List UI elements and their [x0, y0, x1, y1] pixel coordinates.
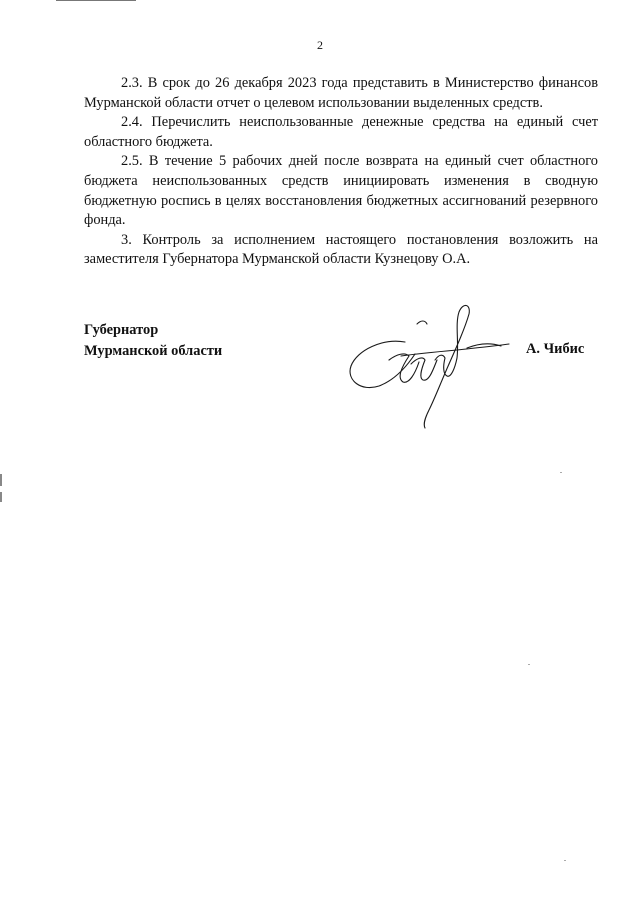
scan-speck — [528, 664, 530, 665]
signatory-title-block — [84, 320, 222, 362]
scan-artifact-line — [56, 0, 136, 1]
scan-edge-mark — [0, 492, 2, 502]
signatory-title-line2: Мурманской области — [84, 343, 223, 359]
scan-edge-mark — [0, 474, 2, 486]
document-body — [84, 74, 598, 270]
paragraph-2-3: 2.3. В срок до 26 декабря 2023 года представить в Министерство финансов Мурманской области отчет о целевом использовании выделенных средств. — [84, 75, 598, 111]
scan-speck — [564, 860, 566, 861]
signatory-name: А. Чибис — [526, 341, 585, 357]
paragraph-3: 3. Контроль за исполнением настоящего постановления возложить на заместителя Губернатора Мурманской области Кузнецову О.А. — [84, 231, 598, 268]
paragraph-2-4: 2.4. Перечислить неиспользованные денежные средства на единый счет областного бюджета. — [84, 114, 598, 150]
handwritten-signature — [345, 298, 515, 436]
scan-speck — [560, 472, 562, 473]
page-number: 2 — [317, 38, 323, 52]
signatory-title-line1: Губернатор — [84, 322, 159, 338]
paragraph-2-5: 2.5. В течение 5 рабочих дней после возврата на единый счет областного бюджета неиспользованных средств инициировать изменения в сводную бюджетную роспись в целях восстановления бюджетных ассигнований резервного фонда. — [84, 153, 598, 229]
